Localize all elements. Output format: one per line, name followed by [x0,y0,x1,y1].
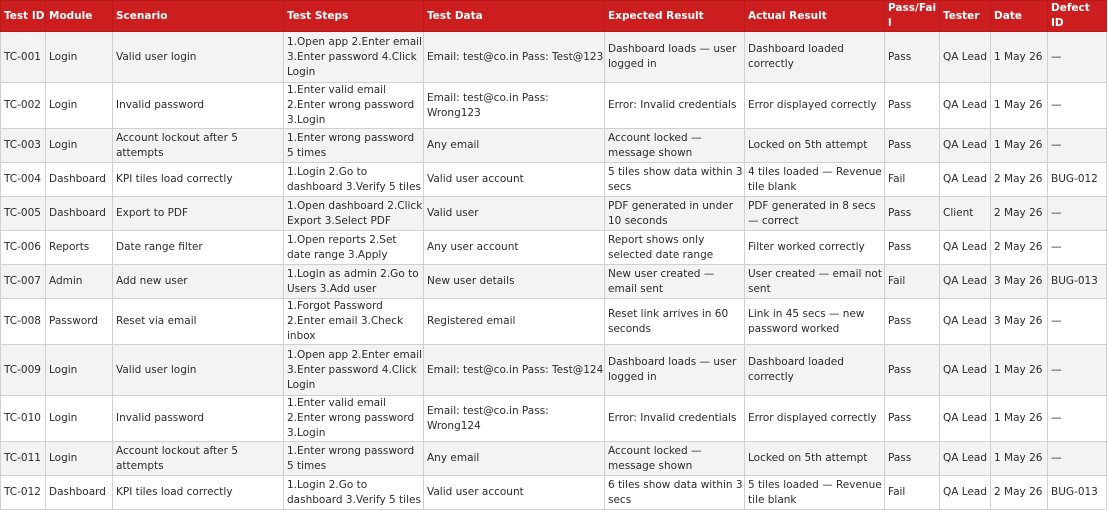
cell-module[interactable]: Login [46,396,113,442]
cell-actual-result[interactable]: Error displayed correctly [745,83,885,129]
cell-date[interactable]: 2 May 26 [991,197,1048,231]
cell-tester[interactable]: QA Lead [940,32,991,83]
cell-scenario[interactable]: Export to PDF [113,197,284,231]
cell-test-id[interactable]: TC-003 [1,129,46,163]
table-row [1,476,1107,510]
cell-tester[interactable]: QA Lead [940,129,991,163]
cell-pass-fail[interactable]: Pass [885,345,940,396]
cell-test-data[interactable]: Email: test@co.in Pass: Wrong123 [424,83,605,129]
cell-scenario[interactable]: Date range filter [113,231,284,265]
cell-pass-fail[interactable]: Pass [885,83,940,129]
header-defect-id[interactable]: Defect ID [1048,1,1107,32]
cell-test-id[interactable]: TC-012 [1,476,46,510]
cell-test-id[interactable]: TC-007 [1,265,46,299]
cell-scenario[interactable]: Reset via email [113,299,284,345]
cell-actual-result[interactable]: PDF generated in 8 secs — correct [745,197,885,231]
cell-expected-result[interactable]: PDF generated in under 10 seconds [605,197,745,231]
header-test-data[interactable]: Test Data [424,1,605,32]
cell-tester[interactable]: QA Lead [940,83,991,129]
cell-module[interactable]: Login [46,345,113,396]
table-row [1,32,1107,83]
cell-defect-id[interactable]: — [1048,231,1107,265]
table-row [1,83,1107,129]
cell-scenario[interactable]: Invalid password [113,396,284,442]
cell-tester[interactable]: QA Lead [940,345,991,396]
header-row [1,1,1107,32]
cell-scenario[interactable]: KPI tiles load correctly [113,476,284,510]
cell-date[interactable]: 1 May 26 [991,83,1048,129]
cell-defect-id[interactable]: — [1048,32,1107,83]
header-tester[interactable]: Tester [940,1,991,32]
cell-tester[interactable]: QA Lead [940,231,991,265]
cell-test-data[interactable]: Email: test@co.in Pass: Wrong124 [424,396,605,442]
cell-defect-id[interactable]: — [1048,442,1107,476]
cell-test-steps[interactable]: 1.Open app 2.Enter email 3.Enter password 4.Click Login [284,32,424,83]
cell-scenario[interactable]: Account lockout after 5 attempts [113,442,284,476]
cell-scenario[interactable]: Account lockout after 5 attempts [113,129,284,163]
cell-test-steps[interactable]: 1.Enter valid email 2.Enter wrong password 3.Login [284,396,424,442]
cell-defect-id[interactable]: — [1048,129,1107,163]
cell-tester[interactable]: Client [940,197,991,231]
cell-test-steps[interactable]: 1.Enter wrong password 5 times [284,129,424,163]
cell-test-id[interactable]: TC-002 [1,83,46,129]
cell-defect-id[interactable]: — [1048,83,1107,129]
cell-pass-fail[interactable]: Pass [885,231,940,265]
cell-defect-id[interactable]: — [1048,197,1107,231]
cell-actual-result[interactable]: Locked on 5th attempt [745,129,885,163]
cell-date[interactable]: 1 May 26 [991,129,1048,163]
cell-actual-result[interactable]: Dashboard loaded correctly [745,32,885,83]
cell-expected-result[interactable]: New user created — email sent [605,265,745,299]
cell-defect-id[interactable]: BUG-013 [1048,265,1107,299]
cell-test-steps[interactable]: 1.Forgot Password 2.Enter email 3.Check inbox [284,299,424,345]
table-row [1,396,1107,442]
cell-test-steps[interactable]: 1.Open reports 2.Set date range 3.Apply [284,231,424,265]
header-test-id[interactable]: Test ID [1,1,46,32]
cell-pass-fail[interactable]: Fail [885,476,940,510]
cell-actual-result[interactable]: 4 tiles loaded — Revenue tile blank [745,163,885,197]
cell-date[interactable]: 3 May 26 [991,265,1048,299]
cell-test-data[interactable]: Any email [424,129,605,163]
cell-expected-result[interactable]: Dashboard loads — user logged in [605,345,745,396]
cell-pass-fail[interactable]: Fail [885,265,940,299]
cell-defect-id[interactable]: — [1048,396,1107,442]
cell-test-steps[interactable]: 1.Open dashboard 2.Click Export 3.Select PDF [284,197,424,231]
cell-module[interactable]: Dashboard [46,197,113,231]
cell-test-id[interactable]: TC-011 [1,442,46,476]
cell-test-data[interactable]: Valid user account [424,476,605,510]
cell-module[interactable]: Admin [46,265,113,299]
cell-pass-fail[interactable]: Pass [885,129,940,163]
cell-expected-result[interactable]: Reset link arrives in 60 seconds [605,299,745,345]
cell-module[interactable]: Login [46,32,113,83]
cell-date[interactable]: 1 May 26 [991,32,1048,83]
header-actual-result[interactable]: Actual Result [745,1,885,32]
cell-expected-result[interactable]: 6 tiles show data within 3 secs [605,476,745,510]
cell-expected-result[interactable]: Report shows only selected date range [605,231,745,265]
cell-date[interactable]: 1 May 26 [991,442,1048,476]
header-test-steps[interactable]: Test Steps [284,1,424,32]
cell-expected-result[interactable]: Account locked — message shown [605,129,745,163]
cell-actual-result[interactable]: Locked on 5th attempt [745,442,885,476]
cell-date[interactable]: 2 May 26 [991,163,1048,197]
table-row [1,299,1107,345]
cell-module[interactable]: Dashboard [46,476,113,510]
table-row [1,197,1107,231]
cell-test-id[interactable]: TC-010 [1,396,46,442]
cell-scenario[interactable]: Add new user [113,265,284,299]
cell-tester[interactable]: QA Lead [940,299,991,345]
header-scenario[interactable]: Scenario [113,1,284,32]
cell-date[interactable]: 2 May 26 [991,231,1048,265]
cell-scenario[interactable]: Invalid password [113,83,284,129]
cell-test-data[interactable]: Registered email [424,299,605,345]
cell-test-id[interactable]: TC-006 [1,231,46,265]
cell-actual-result[interactable]: Link in 45 secs — new password worked [745,299,885,345]
header-expected-result[interactable]: Expected Result [605,1,745,32]
cell-scenario[interactable]: KPI tiles load correctly [113,163,284,197]
cell-test-id[interactable]: TC-004 [1,163,46,197]
cell-test-steps[interactable]: 1.Enter valid email 2.Enter wrong password 3.Login [284,83,424,129]
cell-module[interactable]: Password [46,299,113,345]
cell-module[interactable]: Login [46,129,113,163]
cell-module[interactable]: Reports [46,231,113,265]
cell-actual-result[interactable]: Filter worked correctly [745,231,885,265]
cell-tester[interactable]: QA Lead [940,396,991,442]
cell-test-steps[interactable]: 1.Login 2.Go to dashboard 3.Verify 5 tiles [284,476,424,510]
cell-pass-fail[interactable]: Pass [885,197,940,231]
header-module[interactable]: Module [46,1,113,32]
table-row [1,231,1107,265]
cell-test-data[interactable]: Valid user [424,197,605,231]
cell-expected-result[interactable]: Dashboard loads — user logged in [605,32,745,83]
cell-module[interactable]: Dashboard [46,163,113,197]
cell-date[interactable]: 1 May 26 [991,396,1048,442]
cell-tester[interactable]: QA Lead [940,476,991,510]
cell-date[interactable]: 1 May 26 [991,345,1048,396]
cell-test-data[interactable]: New user details [424,265,605,299]
cell-test-data[interactable]: Email: test@co.in Pass: Test@123 [424,32,605,83]
cell-actual-result[interactable]: User created — email not sent [745,265,885,299]
cell-test-data[interactable]: Email: test@co.in Pass: Test@124 [424,345,605,396]
cell-expected-result[interactable]: Account locked — message shown [605,442,745,476]
cell-test-data[interactable]: Any email [424,442,605,476]
cell-tester[interactable]: QA Lead [940,265,991,299]
cell-scenario[interactable]: Valid user login [113,345,284,396]
cell-expected-result[interactable]: Error: Invalid credentials [605,396,745,442]
cell-defect-id[interactable]: BUG-013 [1048,476,1107,510]
cell-test-steps[interactable]: 1.Open app 2.Enter email 3.Enter password 4.Click Login [284,345,424,396]
cell-module[interactable]: Login [46,83,113,129]
cell-date[interactable]: 2 May 26 [991,476,1048,510]
cell-test-steps[interactable]: 1.Enter wrong password 5 times [284,442,424,476]
cell-pass-fail[interactable]: Pass [885,32,940,83]
cell-actual-result[interactable]: 5 tiles loaded — Revenue tile blank [745,476,885,510]
cell-test-id[interactable]: TC-005 [1,197,46,231]
cell-test-id[interactable]: TC-009 [1,345,46,396]
cell-scenario[interactable]: Valid user login [113,32,284,83]
cell-tester[interactable]: QA Lead [940,163,991,197]
cell-module[interactable]: Login [46,442,113,476]
cell-date[interactable]: 3 May 26 [991,299,1048,345]
cell-test-id[interactable]: TC-001 [1,32,46,83]
cell-pass-fail[interactable]: Pass [885,299,940,345]
table-row [1,345,1107,396]
cell-defect-id[interactable]: — [1048,345,1107,396]
cell-test-steps[interactable]: 1.Login 2.Go to dashboard 3.Verify 5 tiles [284,163,424,197]
header-pass-fail[interactable]: Pass/Fail [885,1,940,32]
table-row [1,129,1107,163]
cell-actual-result[interactable]: Error displayed correctly [745,396,885,442]
cell-pass-fail[interactable]: Pass [885,442,940,476]
cell-test-id[interactable]: TC-008 [1,299,46,345]
cell-pass-fail[interactable]: Pass [885,396,940,442]
cell-test-data[interactable]: Any user account [424,231,605,265]
cell-defect-id[interactable]: BUG-012 [1048,163,1107,197]
table-row [1,265,1107,299]
cell-expected-result[interactable]: Error: Invalid credentials [605,83,745,129]
table-row [1,442,1107,476]
cell-test-data[interactable]: Valid user account [424,163,605,197]
cell-actual-result[interactable]: Dashboard loaded correctly [745,345,885,396]
table-row [1,163,1107,197]
cell-expected-result[interactable]: 5 tiles show data within 3 secs [605,163,745,197]
cell-test-steps[interactable]: 1.Login as admin 2.Go to Users 3.Add user [284,265,424,299]
cell-defect-id[interactable]: — [1048,299,1107,345]
cell-pass-fail[interactable]: Fail [885,163,940,197]
header-date[interactable]: Date [991,1,1048,32]
cell-tester[interactable]: QA Lead [940,442,991,476]
